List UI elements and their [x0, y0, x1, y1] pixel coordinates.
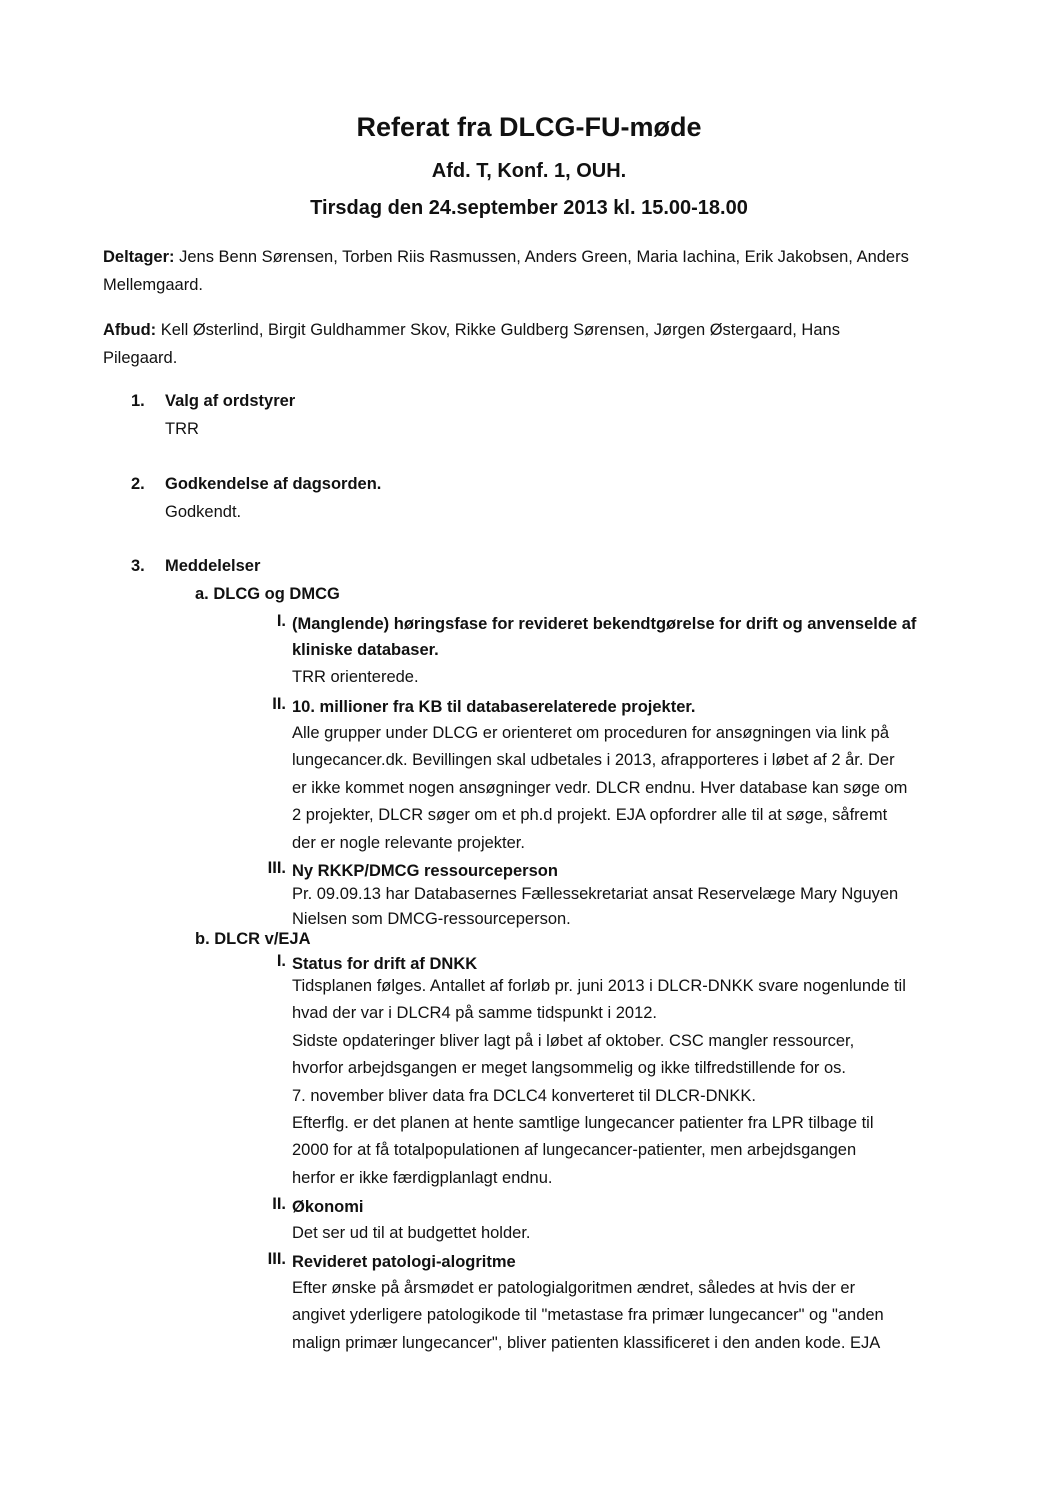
subitem-text: TRR orienterede. [292, 668, 419, 686]
agenda-item-number: 2. [131, 475, 145, 493]
participants-label: Deltager: [103, 248, 175, 266]
subitem-title: 10. millioner fra KB til databaserelaterede projekter. [292, 698, 696, 716]
roman-numeral: III. [267, 859, 286, 877]
meeting-datetime: Tirsdag den 24.september 2013 kl. 15.00-18.00 [310, 197, 748, 219]
subsection-heading: a. DLCG og DMCG [195, 585, 340, 603]
subitem-title: Økonomi [292, 1198, 364, 1216]
roman-numeral: I. [276, 612, 286, 630]
agenda-item-title: Godkendelse af dagsorden. [165, 475, 382, 493]
absent-line: Pilegaard. [103, 349, 178, 367]
roman-numeral: III. [267, 1250, 286, 1268]
subitem-text: Efter ønske på årsmødet er patologialgoritmen ændret, således at hvis der er angivet yderligere patologikode til "metastase fra primær lungecancer" og "anden malign primær lungecancer", bliver patienten klassificeret i den anden kode. EJA [292, 1279, 884, 1352]
subitem-text: Det ser ud til at budgettet holder. [292, 1224, 531, 1242]
agenda-item-number: 3. [131, 557, 145, 575]
subitem-text: Tidsplanen følges. Antallet af forløb pr. juni 2013 i DLCR-DNKK svare nogenlunde til hvad der var i DLCR4 på samme tidspunkt i 2012. Sidste opdateringer bliver lagt på i løbet af oktober. CSC mangler ressourcer, hvorfor arbejdsgangen er meget langsommelig og ikke tilfredstillende for os. 7. november bliver data fra DCLC4 konverteret til DLCR-DNKK. Efterflg. er det planen at hente samtlige lungecancer patienter fra LPR tilbage til 2000 for at få totalpopulationen af lungecancer-patienter, men arbejdsgangen herfor er ikke færdigplanlagt endnu. [292, 977, 906, 1187]
subitem-title: Status for drift af DNKK [292, 955, 478, 973]
absent-line: Kell Østerlind, Birgit Guldhammer Skov, Rikke Guldberg Sørensen, Jørgen Østergaard, Hans [156, 321, 840, 339]
subitem-title: (Manglende) høringsfase for revideret bekendtgørelse for drift og anvenselde af kliniske databaser. [292, 615, 917, 659]
participants-paragraph [103, 243, 963, 299]
document-title: Referat fra DLCG-FU-møde [356, 112, 702, 142]
agenda-item-answer: Godkendt. [165, 503, 242, 521]
participants-line: Jens Benn Sørensen, Torben Riis Rasmussen, Anders Green, Maria Iachina, Erik Jakobsen, Anders [174, 248, 909, 266]
roman-numeral: II. [272, 695, 286, 713]
subsection-heading: b. DLCR v/EJA [195, 930, 311, 948]
agenda-item-title: Meddelelser [165, 557, 261, 575]
roman-numeral: I. [276, 952, 286, 970]
meeting-location: Afd. T, Konf. 1, OUH. [431, 160, 627, 182]
agenda-item-number: 1. [131, 392, 145, 410]
agenda-item-title: Valg af ordstyrer [165, 392, 296, 410]
agenda-item-answer: TRR [165, 420, 199, 438]
subitem-title: Ny RKKP/DMCG ressourceperson [292, 862, 558, 880]
roman-numeral: II. [272, 1195, 286, 1213]
absent-paragraph [103, 316, 963, 372]
participants-line: Mellemgaard. [103, 276, 203, 294]
subitem-text: Pr. 09.09.13 har Databasernes Fællessekretariat ansat Reservelæge Mary Nguyen Nielsen som DMCG-ressourceperson. [292, 885, 899, 928]
subitem-text: Alle grupper under DLCG er orienteret om proceduren for ansøgningen via link på lungecancer.dk. Bevillingen skal udbetales i 2013, afrapporteres i løbet af 2 år. Der er ikke kommet nogen ansøgninger vedr. DLCR endnu. Hver database kan søge om 2 projekter, DLCR søger om et ph.d projekt. EJA opfordrer alle til at søge, såfremt der er nogle relevante projekter. [292, 724, 908, 852]
subitem-title: Revideret patologi-alogritme [292, 1253, 516, 1271]
absent-label: Afbud: [103, 321, 157, 339]
